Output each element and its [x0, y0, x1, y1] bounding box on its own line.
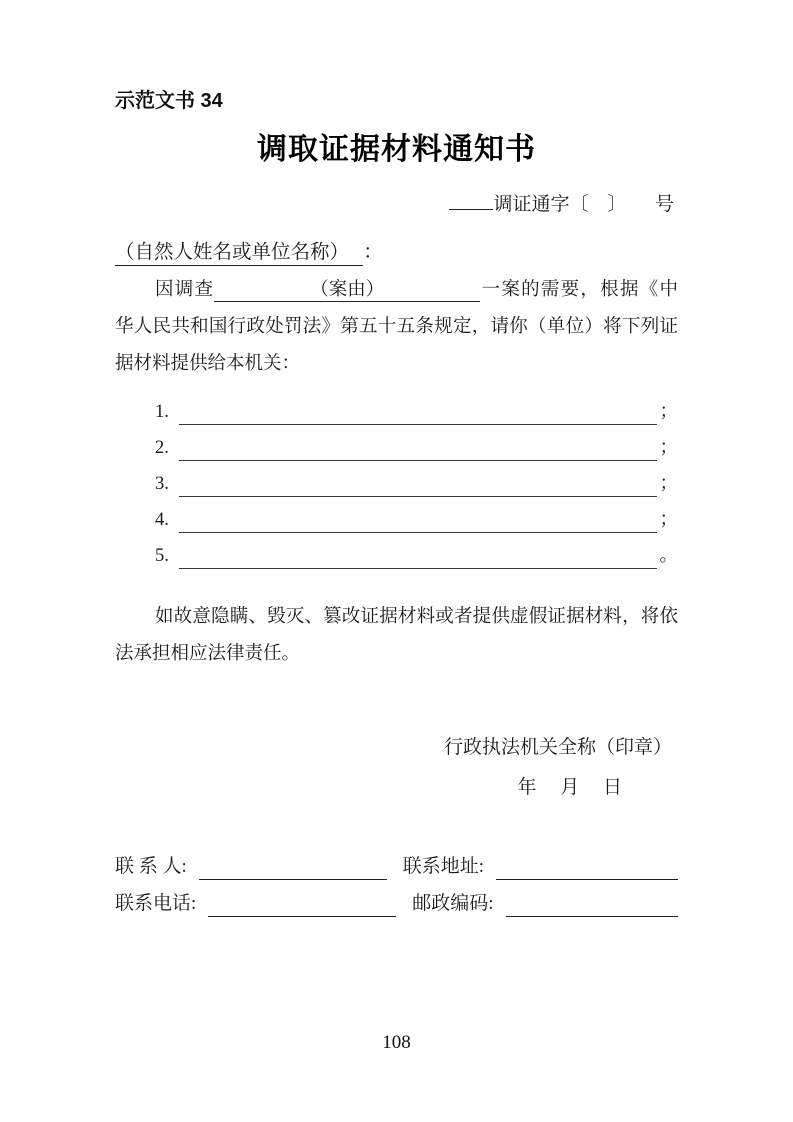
agency-signature: 行政执法机关全称（印章）: [443, 737, 672, 758]
addressee-blank: （自然人姓名或单位名称）: [115, 242, 363, 266]
evidence-blank: [179, 471, 658, 497]
evidence-list: [115, 389, 678, 569]
contact-phone-blank: [208, 891, 396, 917]
serial-text: 调证通字〔 〕 号: [493, 194, 674, 215]
evidence-number: 4.: [155, 510, 169, 530]
intro-paragraph: [115, 272, 678, 383]
evidence-row: [115, 389, 678, 425]
intro-lead: 因调查: [155, 280, 215, 300]
page-title: 调取证据材料通知书: [257, 133, 536, 166]
contact-person-label: 联 系 人:: [115, 856, 187, 877]
postal-code-label: 邮政编码:: [412, 893, 494, 914]
evidence-terminator: 。: [659, 546, 678, 566]
evidence-number: 2.: [155, 438, 169, 458]
serial-blank: [449, 188, 493, 210]
contact-address-label: 联系地址:: [402, 856, 485, 877]
contact-row: [115, 843, 678, 880]
warning-paragraph: 如故意隐瞒、毁灭、篡改证据材料或者提供虚假证据材料，将依法承担相应法律责任。: [115, 607, 678, 664]
evidence-blank: [179, 543, 658, 569]
evidence-blank: [179, 507, 658, 533]
addressee-colon: ：: [363, 242, 383, 263]
evidence-terminator: ；: [659, 474, 678, 494]
contact-row: [115, 880, 678, 917]
contact-person-blank: [199, 854, 387, 880]
page-number: 108: [382, 1032, 411, 1053]
evidence-row: [115, 497, 678, 533]
evidence-blank: [179, 399, 658, 425]
contact-address-blank: [496, 854, 678, 880]
contact-phone-label: 联系电话:: [115, 893, 197, 914]
evidence-row: [115, 461, 678, 497]
evidence-row: [115, 425, 678, 461]
serial-number-line: [115, 188, 678, 220]
date-line: 年 月 日: [517, 777, 622, 798]
evidence-terminator: ；: [659, 438, 678, 458]
addressee-line: [115, 238, 678, 268]
evidence-number: 1.: [155, 402, 169, 422]
case-blank: [214, 278, 480, 302]
doc-label: 示范文书 34: [115, 90, 223, 112]
postal-code-blank: [506, 891, 678, 917]
evidence-terminator: ；: [659, 510, 678, 530]
evidence-number: 3.: [155, 474, 169, 494]
case-label: （案由）: [310, 280, 385, 300]
intro-after: 一案的需要，根据《中华人民共和国行政处罚法》第五十五条规定，请你（单位）将下列证据材料提供给本机关：: [115, 280, 678, 374]
evidence-row: [115, 533, 678, 569]
evidence-blank: [179, 435, 658, 461]
evidence-terminator: ；: [659, 402, 678, 422]
evidence-number: 5.: [155, 546, 169, 566]
contact-block: [115, 843, 678, 917]
